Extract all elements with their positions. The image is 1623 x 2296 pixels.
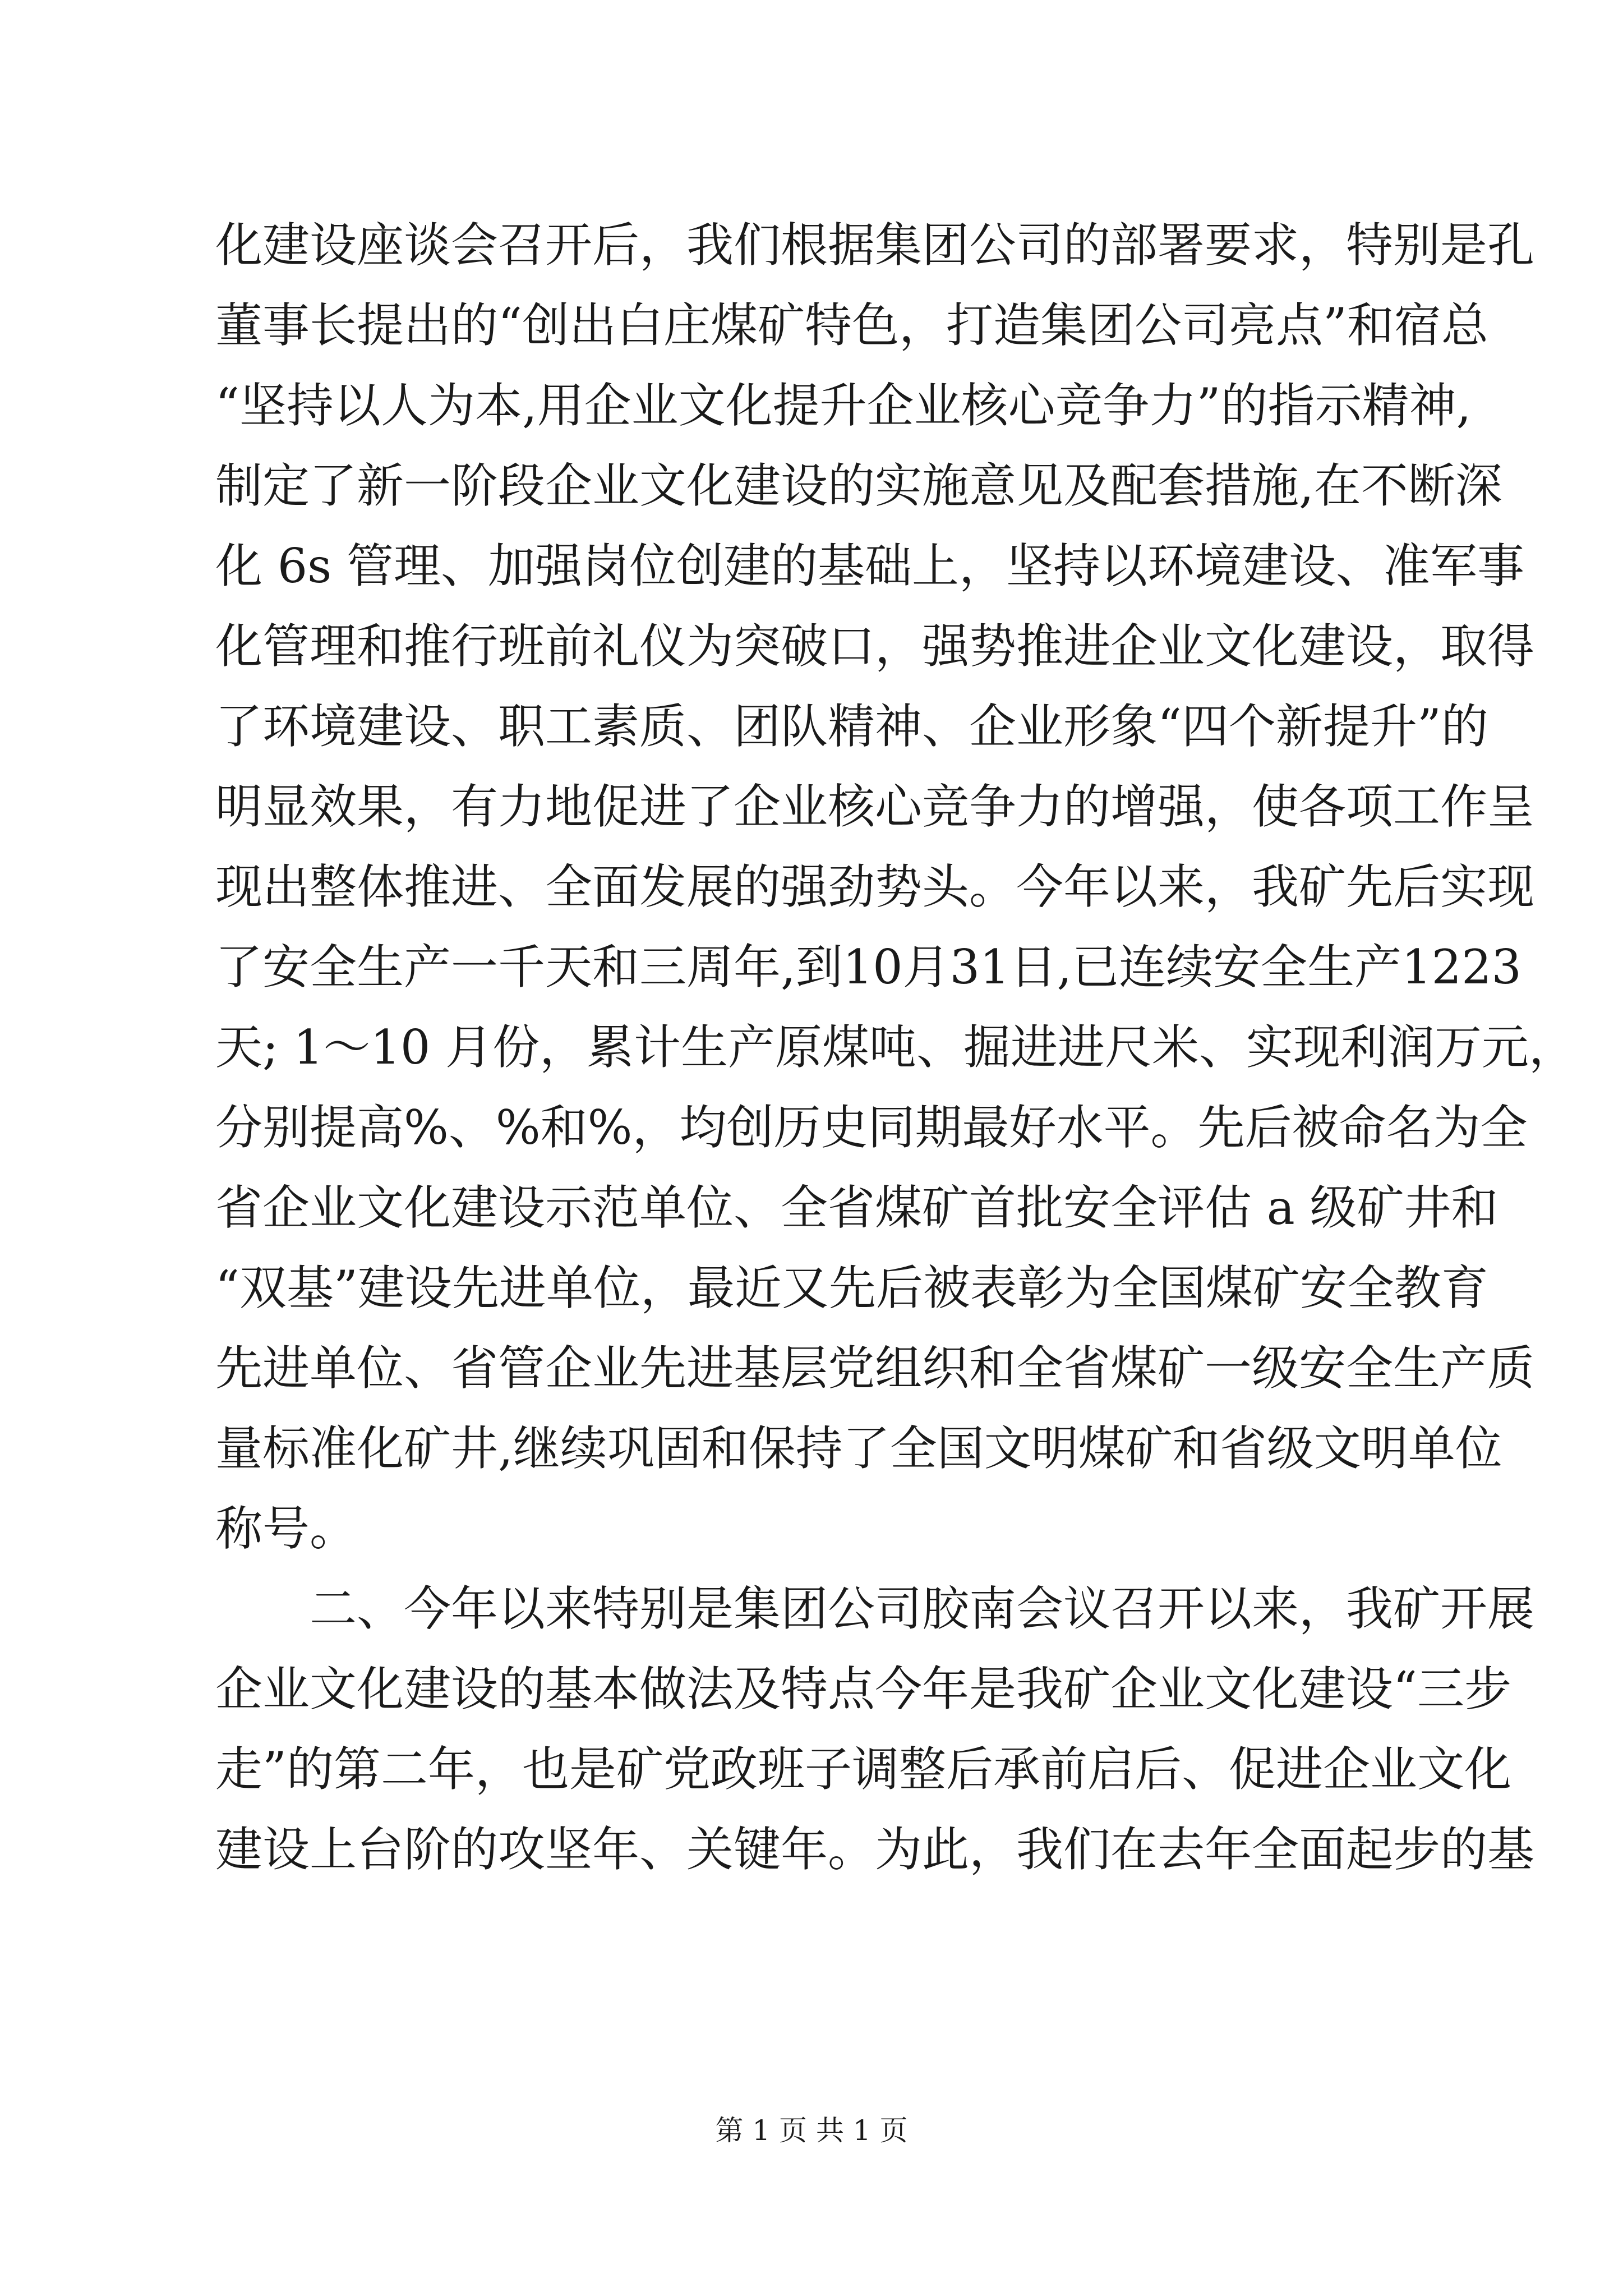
text-line: 董事长提出的“创出白庄煤矿特色，打造集团公司亮点”和宿总 (215, 298, 1488, 353)
text-line: 了安全生产一千天和三周年,到10月31日,已连续安全生产1223 (215, 940, 1521, 995)
text-line: 分别提高%、%和%，均创历史同期最好水平。先后被命名为全 (215, 1100, 1528, 1155)
text-line: 了环境建设、职工素质、团队精神、企业形象“四个新提升”的 (215, 699, 1488, 754)
text-line: 化 6s 管理、加强岗位创建的基础上，坚持以环境建设、准军事 (215, 539, 1524, 593)
text-line: 化建设座谈会召开后，我们根据集团公司的部署要求，特别是孔 (215, 218, 1535, 273)
text-line: 化管理和推行班前礼仪为突破口，强势推进企业文化建设，取得 (215, 619, 1535, 674)
text-line: 先进单位、省管企业先进基层党组织和全省煤矿一级安全生产质 (215, 1341, 1535, 1396)
text-line: 现出整体推进、全面发展的强劲势头。今年以来，我矿先后实现 (215, 859, 1535, 914)
text-line: 天; 1～10 月份，累计生产原煤吨、掘进进尺米、实现利润万元， (215, 1020, 1576, 1075)
text-line: 走”的第二年，也是矿党政班子调整后承前启后、促进企业文化 (215, 1742, 1511, 1797)
body-text (215, 205, 1576, 1890)
text-line: 建设上台阶的攻坚年、关键年。为此，我们在去年全面起步的基 (215, 1822, 1535, 1877)
text-line: 省企业文化建设示范单位、全省煤矿首批安全评估 a 级矿井和 (215, 1180, 1498, 1235)
text-line: 称号。 (215, 1501, 357, 1556)
text-line: “坚持以人为本,用企业文化提升企业核心竞争力”的指示精神, (215, 378, 1472, 433)
text-line: 量标准化矿井,继续巩固和保持了全国文明煤矿和省级文明单位 (215, 1421, 1502, 1476)
text-line: “双基”建设先进单位，最近又先后被表彰为全国煤矿安全教育 (215, 1260, 1488, 1315)
text-line: 明显效果，有力地促进了企业核心竞争力的增强，使各项工作呈 (215, 779, 1535, 834)
text-line: 制定了新一阶段企业文化建设的实施意见及配套措施,在不断深 (215, 458, 1502, 513)
page-footer: 第 1 页 共 1 页 (715, 2114, 908, 2147)
paragraph-start-line: 二、今年以来特别是集团公司胶南会议召开以来，我矿开展 (310, 1581, 1535, 1636)
text-line: 企业文化建设的基本做法及特点今年是我矿企业文化建设“三步 (215, 1662, 1511, 1717)
